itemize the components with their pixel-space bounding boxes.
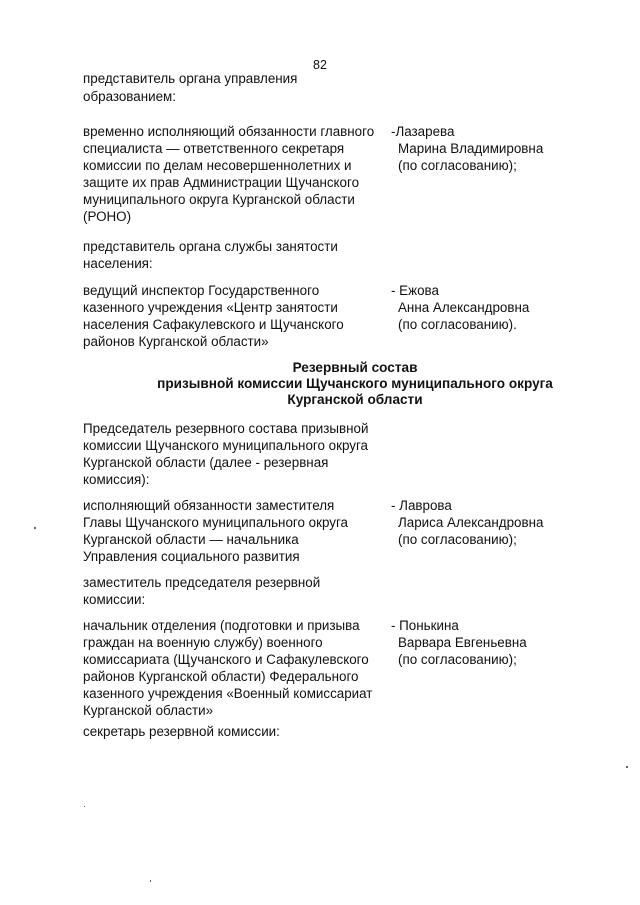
position-text: муниципального округа Курганской области (83, 192, 355, 207)
position-text: граждан на военную службу) военного (83, 635, 323, 650)
member-name: Анна Александровна (398, 300, 530, 315)
member-name: Варвара Евгеньевна (398, 635, 527, 650)
text-line: заместитель председателя резервной (83, 575, 321, 590)
text-line: представитель органа службы занятости (83, 239, 338, 254)
text-line: комиссии: (83, 592, 146, 607)
position-text: Управления социального развития (83, 549, 300, 564)
position-text: Главы Щучанского муниципального округа (83, 515, 348, 530)
position-text: (РОНО) (83, 209, 132, 224)
position-text: временно исполняющий обязанности главного (83, 124, 375, 139)
scan-speck (150, 880, 151, 882)
heading-line: Курганской области (287, 392, 423, 407)
member-note: (по согласованию). (398, 317, 517, 332)
position-text: казенного учреждения «Центр занятости (83, 300, 338, 315)
position-text: исполняющий обязанности заместителя (83, 498, 335, 513)
heading-line: призывной комиссии Щучанского муниципального округа (157, 376, 553, 391)
member-name: Марина Владимировна (398, 141, 544, 156)
member-note: (по согласованию); (398, 532, 517, 547)
page-number: 82 (313, 58, 327, 72)
member-surname: - Понькина (391, 618, 459, 633)
position-text: Курганской области» (83, 703, 214, 718)
scan-speck (34, 527, 36, 529)
position-text: казенного учреждения «Военный комиссариат (83, 686, 373, 701)
position-text: районов Курганской области» (83, 334, 269, 349)
position-text: комиссариата (Щучанского и Сафакулевского (83, 652, 369, 667)
text-line: образованием: (83, 89, 176, 104)
position-text: ведущий инспектор Государственного (83, 283, 320, 298)
text-line: секретарь резервной комиссии: (83, 724, 280, 739)
member-surname: - Лаврова (391, 498, 452, 513)
position-text: защите их прав Администрации Щучанского (83, 175, 360, 190)
text-line: комиссии Щучанского муниципального округа (83, 438, 368, 453)
text-line: комиссия): (83, 472, 150, 487)
text-line: Курганской области (далее - резервная (83, 455, 329, 470)
position-text: комиссии по делам несовершеннолетних и (83, 158, 352, 173)
member-surname: - Ежова (391, 283, 439, 298)
text-line: Председатель резервного состава призывной (83, 421, 369, 436)
member-note: (по согласованию); (398, 158, 517, 173)
position-text: начальник отделения (подготовки и призыва (83, 618, 360, 633)
member-name: Лариса Александровна (398, 515, 544, 530)
scan-speck (84, 806, 85, 807)
position-text: Курганской области — начальника (83, 532, 299, 547)
member-surname: -Лазарева (391, 124, 455, 139)
heading-line: Резервный состав (292, 360, 418, 375)
scan-speck (626, 766, 628, 768)
position-text: специалиста — ответственного секретаря (83, 141, 345, 156)
position-text: населения Сафакулевского и Щучанского (83, 317, 344, 332)
member-note: (по согласованию); (398, 652, 517, 667)
text-line: населения: (83, 256, 153, 271)
text-line: представитель органа управления (83, 71, 298, 86)
position-text: районов Курганской области) Федерального (83, 669, 359, 684)
